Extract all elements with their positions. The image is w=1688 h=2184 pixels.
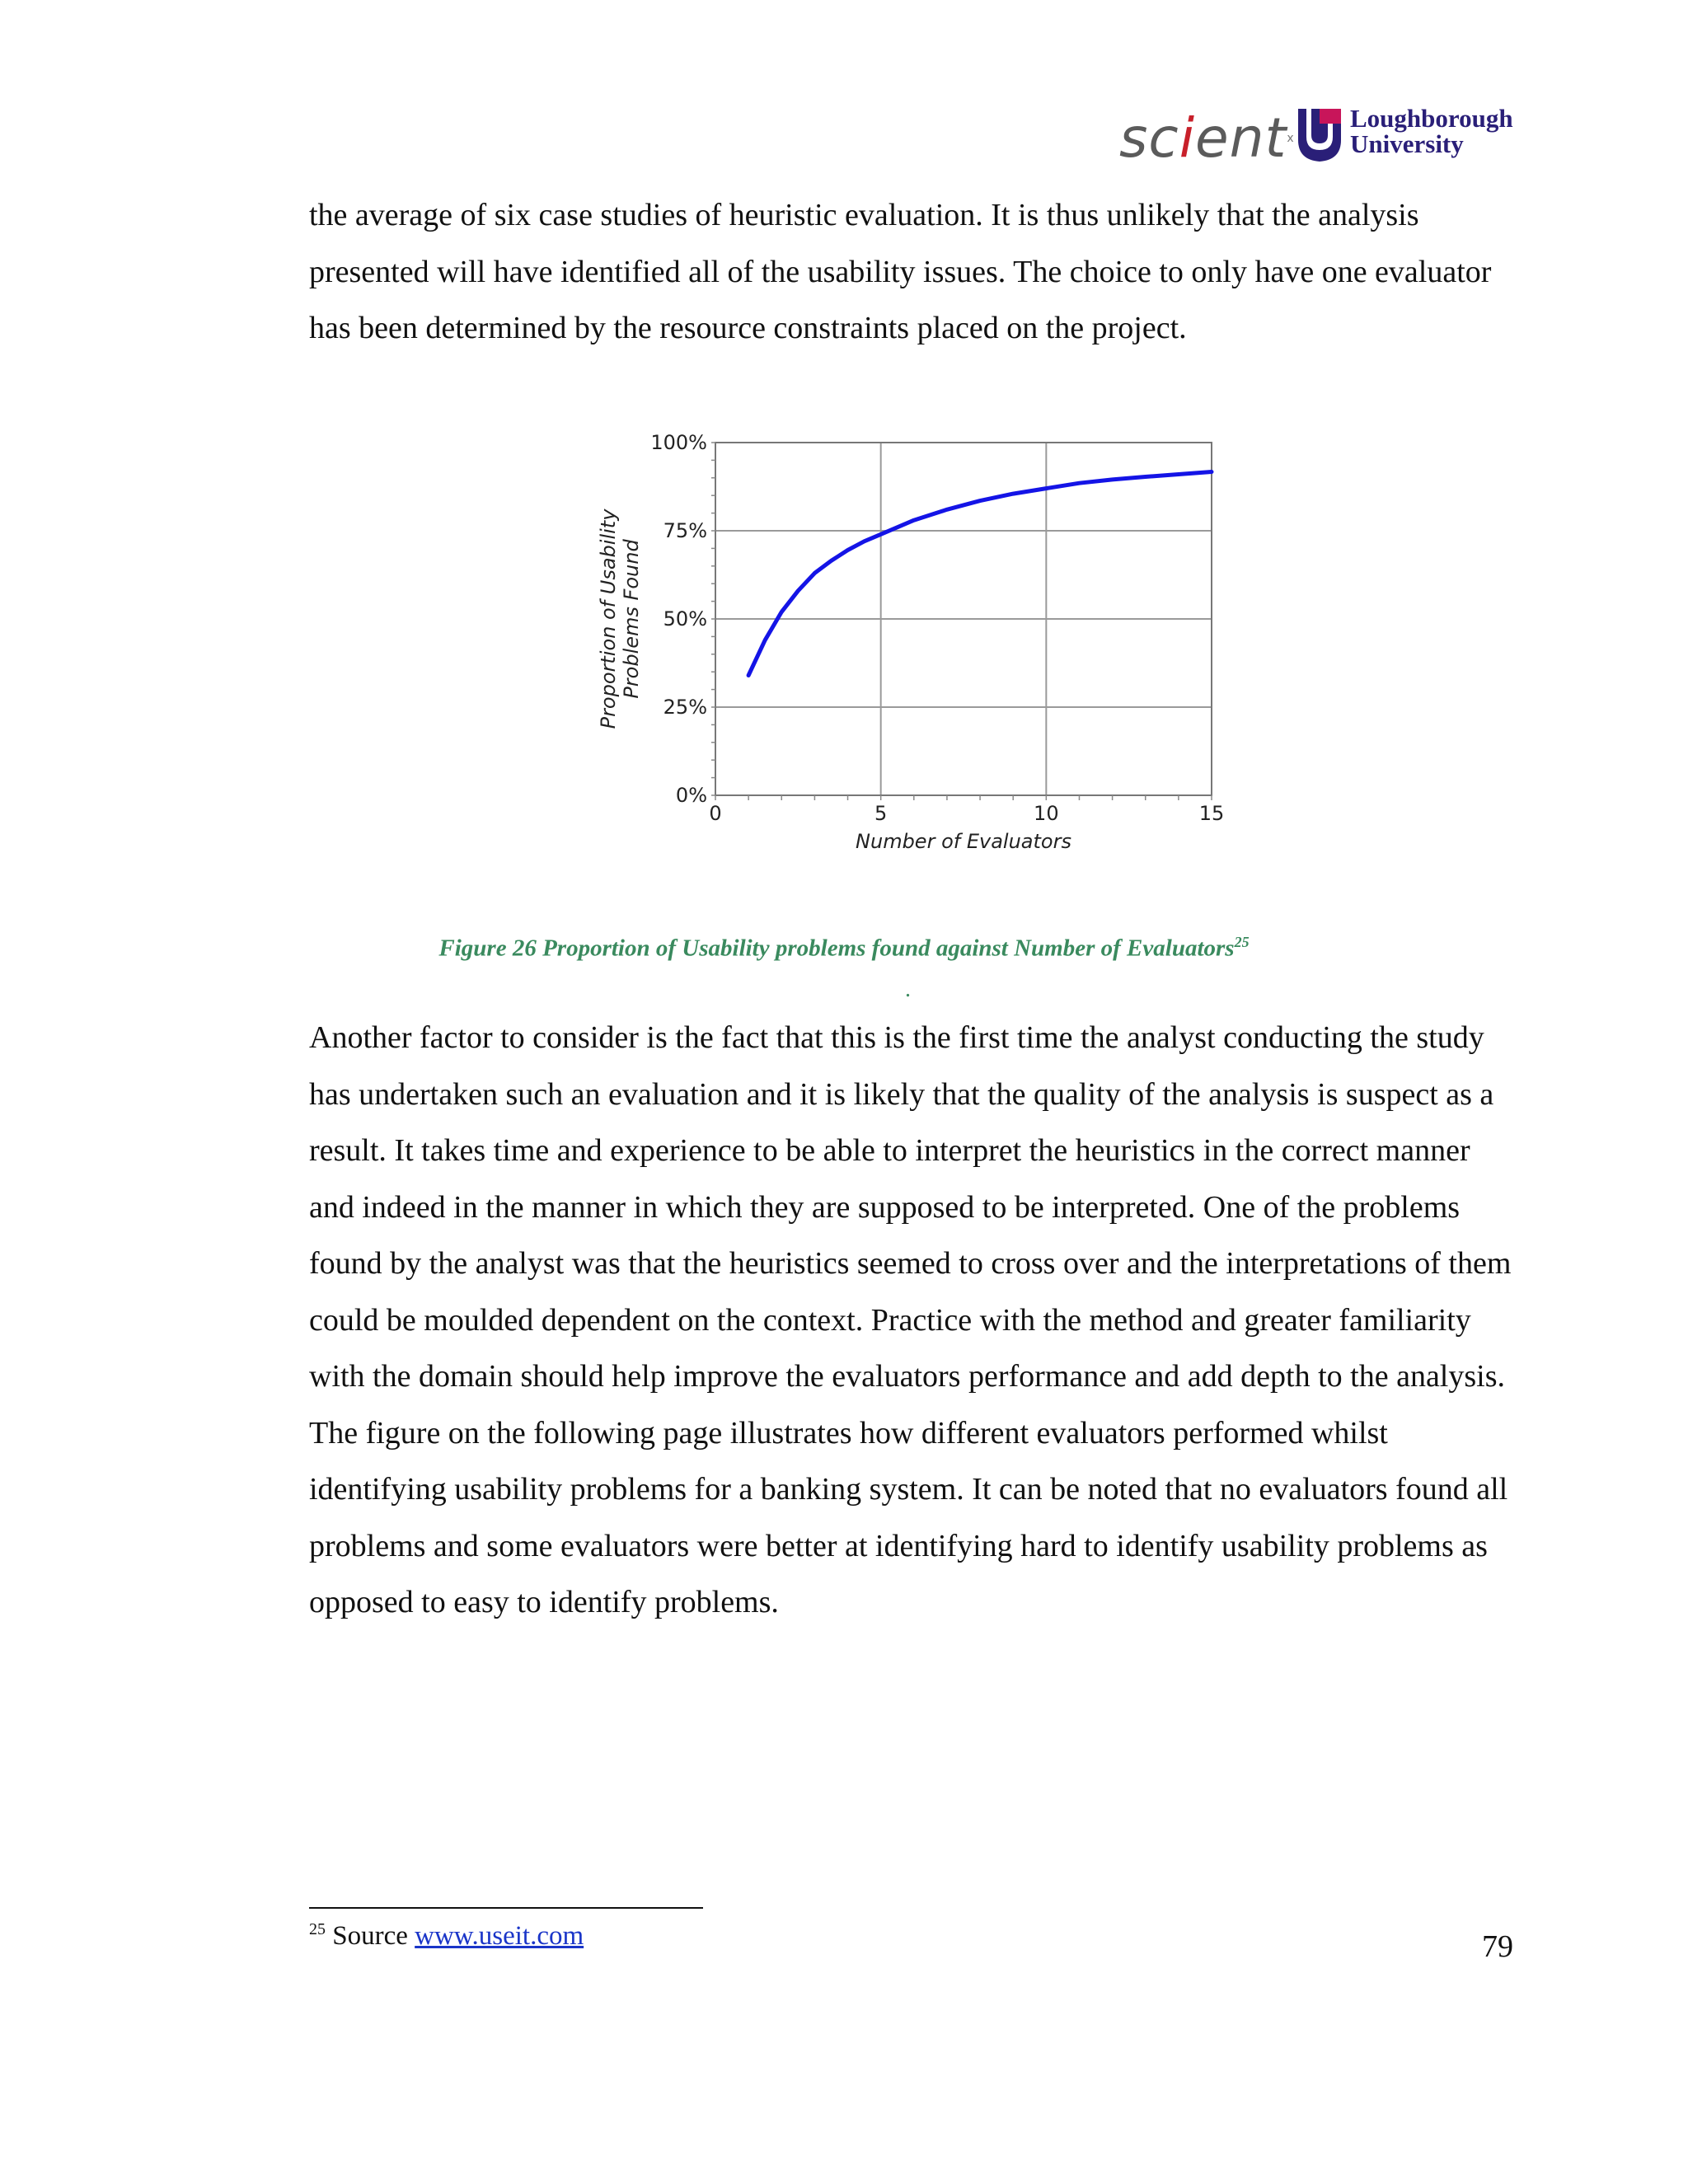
x-tick-label: 15	[1198, 802, 1225, 825]
y-tick-labels	[650, 431, 707, 807]
footnote-rule	[309, 1907, 703, 1909]
y-tick-label: 50%	[663, 607, 707, 630]
y-axis-label-line1: Proportion of Usability	[597, 509, 620, 729]
x-tick-labels	[709, 802, 1224, 825]
chart-grid	[715, 443, 1212, 795]
page-number: 79	[1482, 1929, 1513, 1964]
caption-dot: .	[905, 977, 911, 1002]
y-axis-label	[597, 509, 643, 729]
series-line	[748, 472, 1212, 676]
header-logos	[1104, 105, 1533, 171]
university-logo-text: Loughborough University	[1350, 104, 1513, 158]
y-tick-label: 100%	[650, 431, 707, 454]
x-tick-label: 10	[1034, 802, 1059, 825]
x-tick-label: 5	[874, 802, 888, 825]
university-shield-icon	[1298, 109, 1341, 162]
scient-logo: scientx	[1119, 106, 1295, 170]
y-tick-label: 75%	[663, 519, 707, 542]
footnote-link[interactable]: www.useit.com	[415, 1921, 584, 1951]
minor-ticks	[711, 443, 1212, 800]
footnote: $^{25}$ Source www.useit.com	[309, 1920, 584, 1951]
evaluators-chart	[569, 408, 1286, 869]
y-tick-label: 0%	[675, 784, 707, 807]
x-tick-label: 0	[709, 802, 722, 825]
paragraph-analysis: Another factor to consider is the fact that this is the first time the analyst conducting the study has undertaken such an evaluation and it is likely that the quality of the analysis is suspect as a result. It takes time and experience to be able to interpret the heuristics in the correct manner and indeed in the manner in which they are supposed to be interpreted. One of the problems found by the analyst was that the heuristics seemed to cross over and the interpretations of them could be moulded dependent on the context. Practice with the method and greater familiarity with the domain should help improve the evaluators performance and add depth to the analysis. The figure on the following page illustrates how different evaluators performed whilst identifying usability problems for a banking system. It can be noted that no evaluators found all problems and some evaluators were better at identifying hard to identify usability problems as opposed to easy to identify problems.	[309, 1020, 1512, 1619]
y-tick-label: 25%	[663, 696, 707, 719]
x-axis-label: Number of Evaluators	[856, 830, 1071, 853]
paragraph-intro: the average of six case studies of heuristic evaluation. It is thus unlikely that the analysis presented will have identified all of the usability issues. The choice to only have one evaluator has been determined by the resource constraints placed on the project.	[309, 198, 1492, 345]
figure-caption: Figure 26 Proportion of Usability problems found against Number of Evaluators$^{25}$	[438, 934, 1250, 962]
chart-svg	[569, 408, 1286, 869]
y-axis-label-line2: Problems Found	[620, 539, 643, 699]
